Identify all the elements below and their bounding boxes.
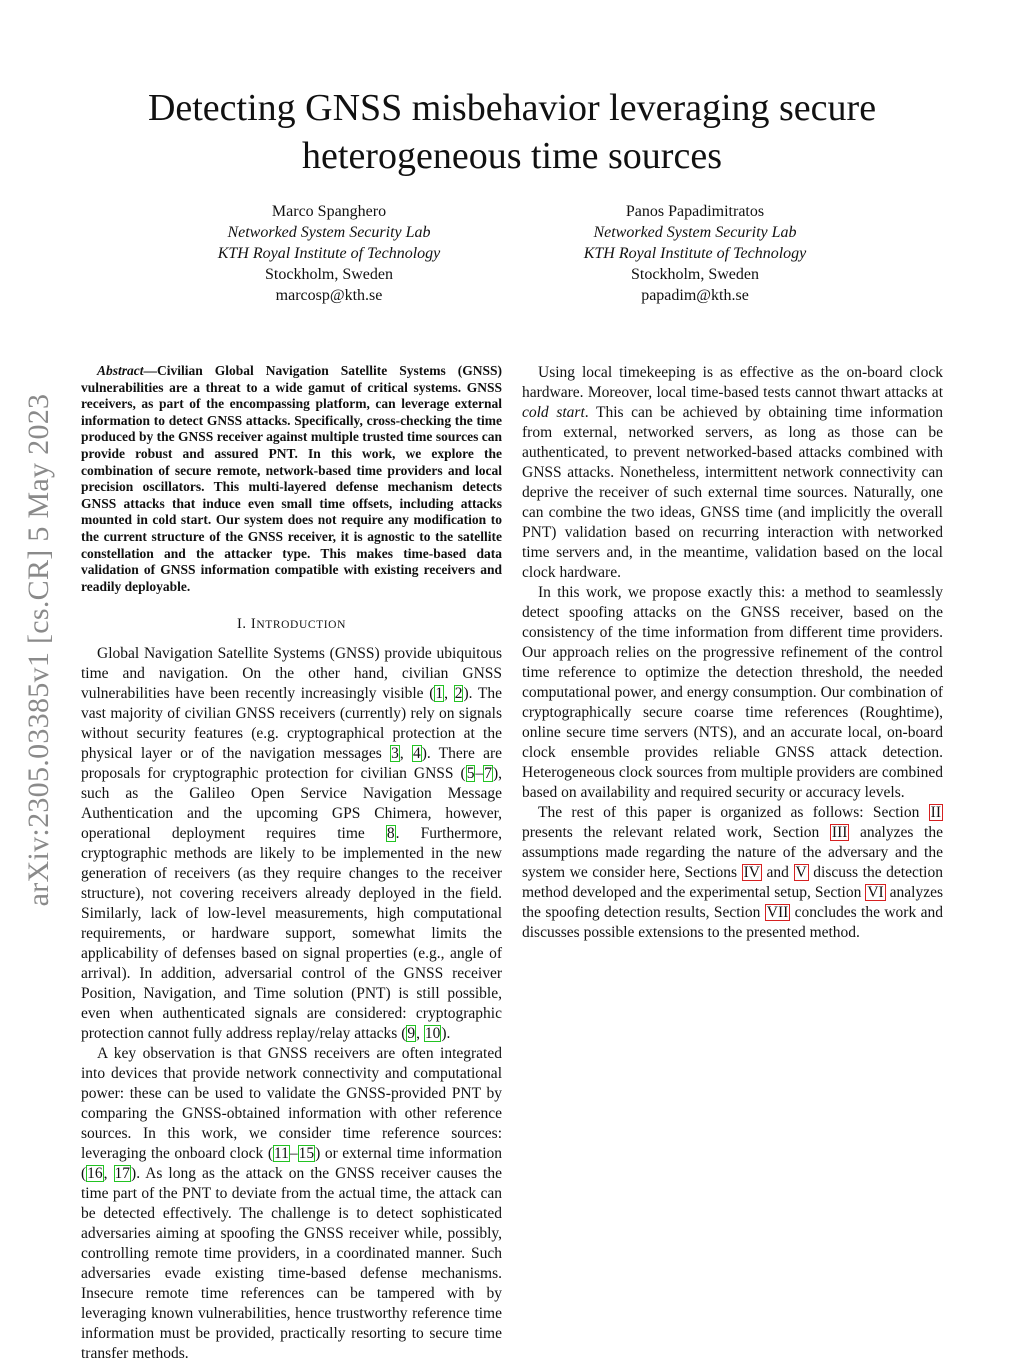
text: ). As long as the attack on the GNSS receiver causes the time part of the PNT to deviate from the actual time, the attack can be detected effectively. The challenge is to detect sophisticated adversaries aiming at spoofing the GNSS receiver while, possibly, controlling remote time providers, in a coordinated manner. Such adversaries evade existing time-based defense mechanisms. Insecure remote time references can be tampered with by leveraging known vulnerabilities, hence trustworthy reference time information must be provided, practically resorting to secure time transfer methods.: [81, 1165, 502, 1363]
section-link[interactable]: VI: [867, 884, 884, 901]
citation-link[interactable]: 8: [386, 825, 395, 843]
text: ,: [399, 745, 412, 763]
author-email[interactable]: papadim@kth.se: [641, 287, 749, 304]
abstract-label: Abstract: [97, 363, 144, 378]
text: Using local timekeeping is as effective as the on-board clock hardware. Moreover, local time-based tests cannot thwart attacks at: [522, 364, 943, 401]
text: analyzes the assumptions made regarding the nature of the adversary and the system we consider here, Sections: [522, 824, 943, 881]
citation-link[interactable]: 11: [273, 1145, 289, 1163]
section-link[interactable]: II: [930, 804, 941, 821]
author-lab: Networked System Security Lab: [227, 224, 431, 241]
text: ). The vast majority of civilian GNSS receivers (currently) rely on signals without security features (e.g. cryptographical protection at the physical layer or of the navigation messages: [81, 685, 502, 763]
citation-link[interactable]: 16: [87, 1165, 103, 1183]
author-location: Stockholm, Sweden: [631, 266, 759, 283]
author-institution: KTH Royal Institute of Technology: [217, 245, 441, 262]
paper-title: Detecting GNSS misbehavior leveraging secure heterogeneous time sources: [147, 87, 877, 177]
emphasis: cold start: [522, 404, 585, 421]
section-number: I.: [237, 616, 251, 633]
paragraph-5: [522, 803, 943, 943]
author-location: Stockholm, Sweden: [265, 266, 393, 283]
section-heading-introduction: [81, 614, 502, 635]
citation-link[interactable]: 3: [391, 745, 399, 763]
text: The rest of this paper is organized as follows: Section: [538, 804, 929, 821]
author-name: Marco Spanghero: [271, 203, 387, 220]
text: concludes the work and discusses possible extensions to the presented method.: [522, 904, 943, 941]
citation-link[interactable]: 7: [484, 765, 492, 783]
citation-link[interactable]: 15: [298, 1145, 315, 1163]
text: –: [475, 765, 484, 783]
text: A key observation is that GNSS receivers are often integrated into devices that provide network connectivity and computational power: these can be used to validate the GNSS-provided PNT by comparing the GNSS-obtained information with other reference sources. In this work, we consider time reference sources: leveraging the onboard clock (: [81, 1045, 502, 1163]
author-email[interactable]: marcosp@kth.se: [275, 287, 383, 304]
section-title-initial: I: [250, 616, 257, 633]
text: ) or external time information (: [81, 1145, 502, 1183]
section-link[interactable]: III: [831, 824, 848, 841]
author-block-1: [164, 201, 494, 306]
paragraph-1: [81, 644, 502, 1044]
author-lab: Networked System Security Lab: [593, 224, 797, 241]
section-title-rest: NTRODUCTION: [256, 619, 346, 632]
text: and: [761, 864, 794, 881]
abstract-text: —Civilian Global Navigation Satellite Systems (GNSS) vulnerabilities are a threat to a wide gamut of critical systems. GNSS receivers, as part of the encompassing platform, can leverage external information to detect GNSS attacks. Specifically, cross-checking the time produced by the GNSS receiver against multiple trusted time sources can provide robust and assured PNT. In this work, we explore the combination of secure remote, network-based time providers and local precision oscillators. This multi-layered defense mechanism detects GNSS attacks that induce even small time offsets, including attacks mounted in cold start. Our system does not require any modification to the current structure of the GNSS receiver, it is agnostic to the satellite constellation and the attacker type. This makes time-based data validation of GNSS information compatible with existing receivers and readily deployable.: [81, 363, 502, 594]
text: ). There are proposals for cryptographic protection for civilian GNSS (: [81, 745, 502, 783]
paragraph-2: [81, 1044, 502, 1364]
citation-link[interactable]: 2: [454, 685, 463, 703]
text: ,: [103, 1165, 114, 1183]
paragraph-3: [522, 363, 943, 583]
right-column: [522, 363, 943, 943]
arxiv-identifier[interactable]: arXiv:2305.03385v1 [cs.CR] 5 May 2023: [22, 393, 55, 907]
citation-link[interactable]: 4: [412, 745, 421, 763]
text: analyzes the spoofing detection results, Section: [522, 884, 944, 921]
citation-link[interactable]: 5: [466, 765, 475, 783]
text: ).: [441, 1025, 451, 1043]
text: ,: [416, 1025, 424, 1043]
author-block-2: [530, 201, 860, 306]
text: discuss the detection method developed and the experimental setup, Section: [522, 864, 943, 901]
text: ), such as the Galileo Open Service Navigation Message Authentication and the upcoming GPS Chimera, however, operational deployment requires time: [81, 765, 502, 843]
text: ,: [444, 685, 454, 703]
section-link[interactable]: V: [795, 864, 807, 881]
left-column: [81, 363, 502, 1364]
abstract: [81, 363, 502, 595]
text: –: [289, 1145, 298, 1163]
text: . This can be achieved by obtaining time information from external, networked servers, as long as those can be authenticated, to prevent networked-based attacks combined with GNSS attacks. Nonetheless, intermittent network connectivity can deprive the receiver of such external time sources. Naturally, one can combine the two ideas, GNSS time (and implicitly the overall PNT) validation based on recurring interaction with networked time servers and, in the meantime, validation based on the local clock hardware.: [522, 404, 943, 581]
citation-link[interactable]: 17: [114, 1165, 131, 1183]
citation-link[interactable]: 10: [424, 1025, 441, 1043]
citation-link[interactable]: 1: [435, 685, 444, 703]
section-link[interactable]: IV: [743, 864, 760, 881]
author-name: Panos Papadimitratos: [625, 203, 765, 220]
section-link[interactable]: VII: [766, 904, 789, 921]
text: Global Navigation Satellite Systems (GNSS) provide ubiquitous time and navigation. On the other hand, civilian GNSS vulnerabilities have been recently increasingly visible (: [81, 645, 502, 703]
author-institution: KTH Royal Institute of Technology: [583, 245, 807, 262]
text: . Furthermore, cryptographic methods are likely to be implemented in the new generation of receivers (as they require changes to the receiver structure), not covering receivers already deployed in the field. Similarly, lack of low-level measurements, high computational requirements, or hardware support, somewhat limits the applicability of defenses based on signal properties (e.g., angle of arrival). In addition, adversarial control of the GNSS receiver Position, Navigation, and Time solution (PNT) is still possible, even when authenticated signals are considered: cryptographic protection cannot fully address replay/relay attacks (: [81, 825, 502, 1043]
paragraph-4: In this work, we propose exactly this: a method to seamlessly detect spoofing attacks on the GNSS receiver, based on the consistency of the time information from different time providers. Our approach relies on the progressive refinement of the control time reference to optimize the detection threshold, the needed computational power, and energy consumption. Our combination of cryptographically secure coarse time references (Roughtime), online secure time servers (NTS), and an accurate local, on-board clock ensemble provides reliable GNSS attack detection. Heterogeneous clock sources from multiple providers are combined based on availability and required security or accuracy levels.: [522, 584, 943, 801]
text: presents the relevant related work, Section: [522, 824, 830, 841]
citation-link[interactable]: 9: [407, 1025, 416, 1043]
